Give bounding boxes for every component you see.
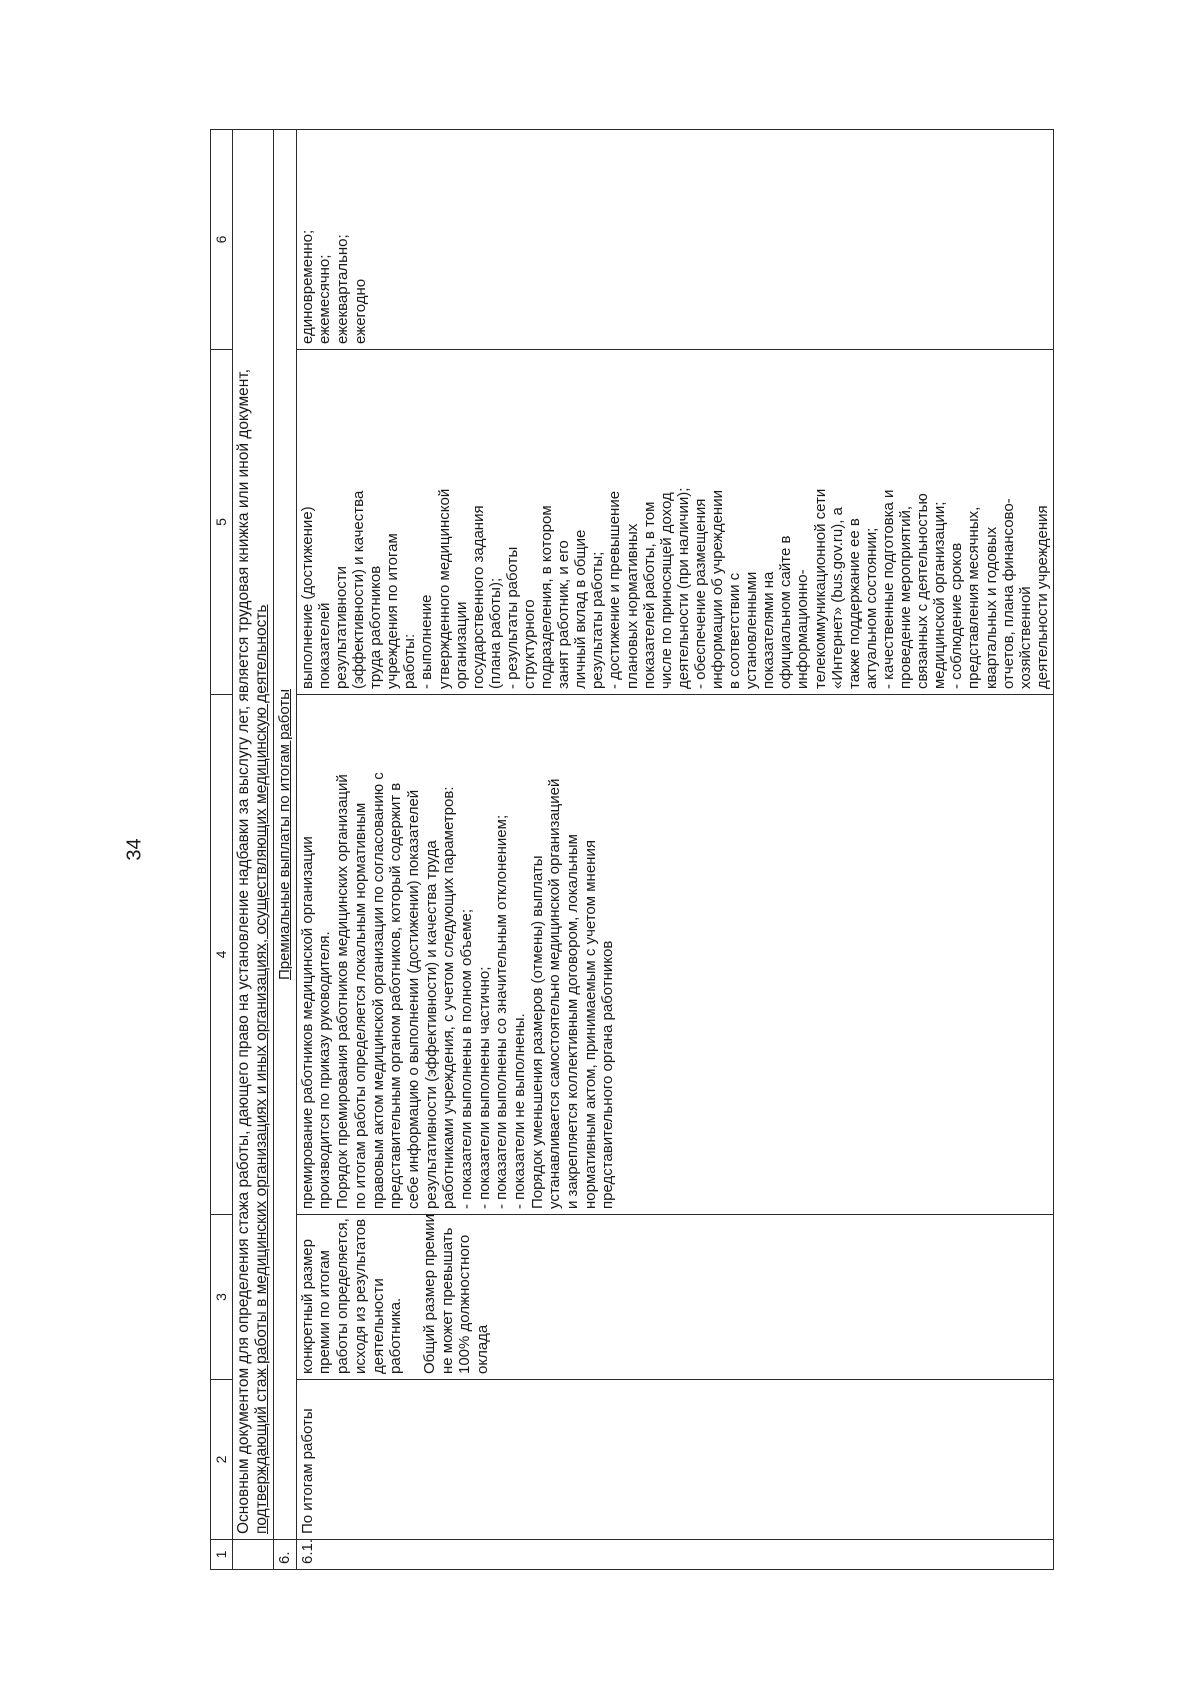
col3-cell (296, 1215, 1053, 1380)
col6-line: единовременно; (298, 229, 316, 344)
col4-line: себе информацию о выполнении (достижении) показателей (404, 789, 422, 1209)
col-header-5: 5 (211, 350, 233, 695)
col4-line: устанавливается самостоятельно медицинской организацией (546, 778, 564, 1209)
col5-line: информационно- (794, 569, 812, 689)
col6-line: ежеквартально; (334, 234, 352, 344)
col5-line: структурного (520, 599, 538, 689)
col5-line: показателей работы, в том (640, 501, 658, 689)
col5-line: официальном сайте в (777, 535, 795, 689)
col5-line: результаты работы; (589, 551, 607, 689)
col3-line: исходя из результатов (351, 1218, 369, 1374)
col5-line: в соответствии с (726, 572, 744, 689)
col5-line: плановых нормативных (623, 523, 641, 689)
col3-line: 100% должностного (456, 1234, 474, 1374)
col5-line: - достижение и превышение (606, 490, 624, 689)
intro-line-1: Основным документом для определения стажа работы, дающего право на установление надбавки за выслугу лет, является трудовая книжка или иной документ, (234, 368, 252, 1534)
col3-line: оклада (473, 1324, 491, 1374)
col3-line: не может превышать (438, 1227, 456, 1374)
col5-line: актуальном состоянии; (862, 527, 880, 689)
col3-line: работника. (387, 1297, 405, 1374)
col5-line: выполнение (достижение) (298, 506, 316, 689)
col6-line: ежемесячно; (316, 254, 334, 344)
col4-line: - показатели выполнены частично; (475, 966, 493, 1209)
col5-line: связанных с деятельностью (914, 493, 932, 689)
col5-line: деятельности (при наличии); (674, 487, 692, 689)
col4-line: премирование работников медицинской организации (298, 836, 316, 1209)
col5-line: - выполнение (418, 594, 436, 689)
col5-line: информации об учреждении (709, 490, 727, 689)
col5-line: - результаты работы (503, 546, 521, 689)
col4-line: - показатели выполнены со значительным отклонением; (493, 814, 511, 1209)
col5-line: (плана работы); (486, 577, 504, 689)
col4-line: правовым актом медицинской организации по согласованию с (369, 772, 387, 1209)
col4-line: Порядок уменьшения размеров (отмены) выплаты (528, 855, 546, 1209)
col3-line: Общий размер премии (420, 1214, 438, 1374)
section-number: 6. (274, 1540, 297, 1570)
col5-line: - соблюдение сроков (948, 542, 966, 689)
col4-line: Порядок премирования работников медицинских организаций (334, 774, 352, 1209)
intro-text-cell (232, 130, 274, 1540)
col5-line: установленными (743, 571, 761, 689)
col3-line: конкретный размер (298, 1239, 316, 1374)
col5-line: государственного задания (469, 505, 487, 689)
col4-line: нормативным актом, принимаемым с учетом мнения (581, 840, 599, 1209)
section-title: Премиальные выплаты по итогам работы (276, 688, 294, 981)
col-header-1: 1 (211, 1540, 233, 1570)
col4-line: - показатели не выполнены. (511, 1013, 529, 1209)
col5-line: квартальных и годовых (982, 526, 1000, 689)
col5-line: - качественные подготовка и (879, 489, 897, 689)
col-header-3: 3 (211, 1215, 233, 1380)
row-name: По итогам работы (296, 1380, 1053, 1540)
col5-cell (296, 350, 1053, 695)
col4-line: по итогам работы определяется локальным нормативным (351, 802, 369, 1209)
col5-line: труда работников (367, 565, 385, 689)
col5-line: работы: (401, 633, 419, 689)
col6-cell (296, 130, 1053, 350)
col6-line: ежегодно (351, 278, 369, 344)
col4-line: работниками учреждения, с учетом следующих параметров: (440, 786, 458, 1209)
col4-line: - показатели выполнены в полном объеме; (457, 908, 475, 1209)
col5-line: подразделения, в котором (538, 505, 556, 689)
row-number: 6.1. (296, 1540, 1053, 1570)
intro-empty-cell (232, 1540, 274, 1570)
col5-line: числе по приносящей доход (657, 492, 675, 689)
col5-line: (эффективности) и качества (350, 490, 368, 689)
col5-line: результативности (332, 566, 350, 689)
col5-line: телекоммуникационной сети (811, 488, 829, 689)
col5-line: представления месячных, (965, 506, 983, 689)
col5-line: занят работник, и его (555, 540, 573, 689)
col4-line: представительным органом работников, который содержит в (387, 782, 405, 1209)
col4-cell (296, 695, 1053, 1215)
payments-table (210, 129, 1054, 1570)
column-number-row (211, 130, 233, 1570)
col3-line: деятельности (369, 1278, 387, 1374)
intro-row (232, 130, 274, 1570)
col5-line: хозяйственной (1016, 586, 1034, 689)
col3-gap (405, 1220, 421, 1374)
col-header-4: 4 (211, 695, 233, 1215)
col5-line: проведение мероприятий, (897, 506, 915, 689)
col5-line: медицинской организации; (931, 501, 949, 689)
page-number: 34 (123, 838, 146, 861)
section-title-cell (274, 130, 297, 1540)
col5-line: организации (452, 601, 470, 689)
rotated-table-frame (210, 130, 1200, 1570)
col4-line: результативности (эффективности) и качества труда (422, 840, 440, 1209)
col3-line: премии по итогам (316, 1250, 334, 1374)
col3-line: работы определяется, (334, 1218, 352, 1374)
col5-line: - обеспечение размещения (691, 498, 709, 689)
col5-line: показателей (315, 602, 333, 689)
col5-line: отчетов, плана финансово- (999, 498, 1017, 689)
col-header-2: 2 (211, 1380, 233, 1540)
col5-line: личный вклад в общие (572, 529, 590, 689)
col5-line: также поддержание ее в (845, 518, 863, 689)
col4-line: производится по приказу руководителя. (316, 931, 334, 1209)
col5-line: деятельности учреждения (1033, 505, 1051, 689)
table-row (296, 130, 1053, 1570)
intro-line-2: подтверждающий стаж работы в медицинских организациях и иных организациях, осуществляющих медицинскую деятельность (252, 604, 270, 1534)
col5-line: показателями на (760, 571, 778, 689)
section-row (274, 130, 297, 1570)
col5-line: «Интернет» (bus.gov.ru), а (828, 507, 846, 689)
col4-line: представительного органа работников (599, 940, 617, 1209)
col-header-6: 6 (211, 130, 233, 350)
col5-line: учреждения по итогам (384, 533, 402, 689)
col5-line: утвержденного медицинской (435, 488, 453, 689)
col4-line: и закрепляется коллективным договором, локальным (564, 834, 582, 1209)
